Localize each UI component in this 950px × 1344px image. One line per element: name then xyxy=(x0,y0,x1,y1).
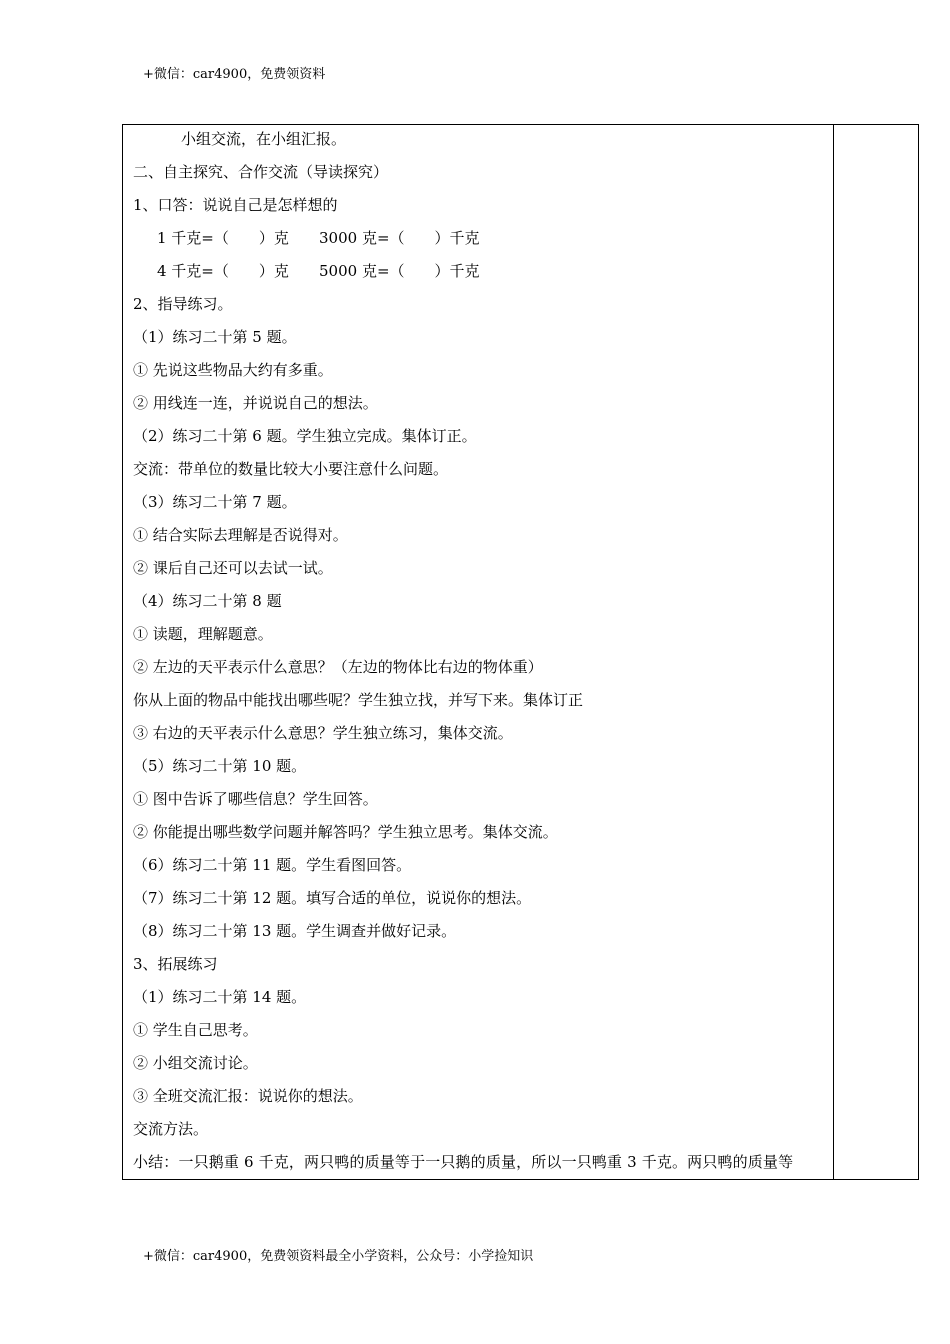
text-line: （2）练习二十第 6 题。学生独立完成。集体订正。 xyxy=(133,427,477,445)
text-line: （4）练习二十第 8 题 xyxy=(133,592,282,610)
header-note: +微信：car4900，免费领资料 xyxy=(143,67,326,82)
section-heading: 2、指导练习。 xyxy=(133,295,233,313)
equation-kg-to-g-1: 1 千克=（ ）克 xyxy=(157,229,289,247)
equation-g-to-kg-2: 5000 克=（ ）千克 xyxy=(319,262,480,280)
text-line: ③ 右边的天平表示什么意思？学生独立练习，集体交流。 xyxy=(133,724,513,742)
text-line: 小组交流，在小组汇报。 xyxy=(181,130,347,148)
section-heading: 二、自主探究、合作交流（导读探究） xyxy=(133,163,389,181)
text-line: ① 学生自己思考。 xyxy=(133,1021,258,1039)
text-line: ① 读题，理解题意。 xyxy=(133,625,273,643)
text-line: ② 用线连一连，并说说自己的想法。 xyxy=(133,394,378,412)
text-line: 交流：带单位的数量比较大小要注意什么问题。 xyxy=(133,460,449,478)
text-line: （7）练习二十第 12 题。填写合适的单位，说说你的想法。 xyxy=(133,889,532,907)
section-heading: 3、拓展练习 xyxy=(133,955,218,973)
text-line: 1、口答：说说自己是怎样想的 xyxy=(133,196,338,214)
text-line: ① 结合实际去理解是否说得对。 xyxy=(133,526,348,544)
equation-g-to-kg-1: 3000 克=（ ）千克 xyxy=(319,229,480,247)
text-line: ② 小组交流讨论。 xyxy=(133,1054,258,1072)
summary-line: 小结：一只鹅重 6 千克，两只鸭的质量等于一只鹅的质量，所以一只鸭重 3 千克。两只鸭的质量等 xyxy=(133,1153,794,1171)
text-line: （3）练习二十第 7 题。 xyxy=(133,493,297,511)
text-line: ② 你能提出哪些数学问题并解答吗？学生独立思考。集体交流。 xyxy=(133,823,558,841)
text-line: ① 先说这些物品大约有多重。 xyxy=(133,361,333,379)
text-line: ② 左边的天平表示什么意思？（左边的物体比右边的物体重） xyxy=(133,658,543,676)
footer-note: +微信：car4900，免费领资料最全小学资料，公众号：小学捡知识 xyxy=(143,1249,534,1264)
text-line: （5）练习二十第 10 题。 xyxy=(133,757,307,775)
text-line: （1）练习二十第 14 题。 xyxy=(133,988,307,1006)
text-line: 你从上面的物品中能找出哪些呢？学生独立找，并写下来。集体订正 xyxy=(133,691,584,709)
equation-kg-to-g-2: 4 千克=（ ）克 xyxy=(157,262,289,280)
equation-row-1 xyxy=(157,228,817,248)
text-line: （6）练习二十第 11 题。学生看图回答。 xyxy=(133,856,412,874)
equation-row-2 xyxy=(157,261,817,281)
lesson-table xyxy=(122,124,919,1180)
text-line: ② 课后自己还可以去试一试。 xyxy=(133,559,333,577)
text-line: ① 图中告诉了哪些信息？学生回答。 xyxy=(133,790,378,808)
text-line: ③ 全班交流汇报：说说你的想法。 xyxy=(133,1087,363,1105)
text-line: （8）练习二十第 13 题。学生调查并做好记录。 xyxy=(133,922,457,940)
text-line: 交流方法。 xyxy=(133,1120,209,1138)
lesson-content-cell xyxy=(123,125,834,1179)
notes-column-cell xyxy=(834,125,918,1179)
text-line: （1）练习二十第 5 题。 xyxy=(133,328,297,346)
